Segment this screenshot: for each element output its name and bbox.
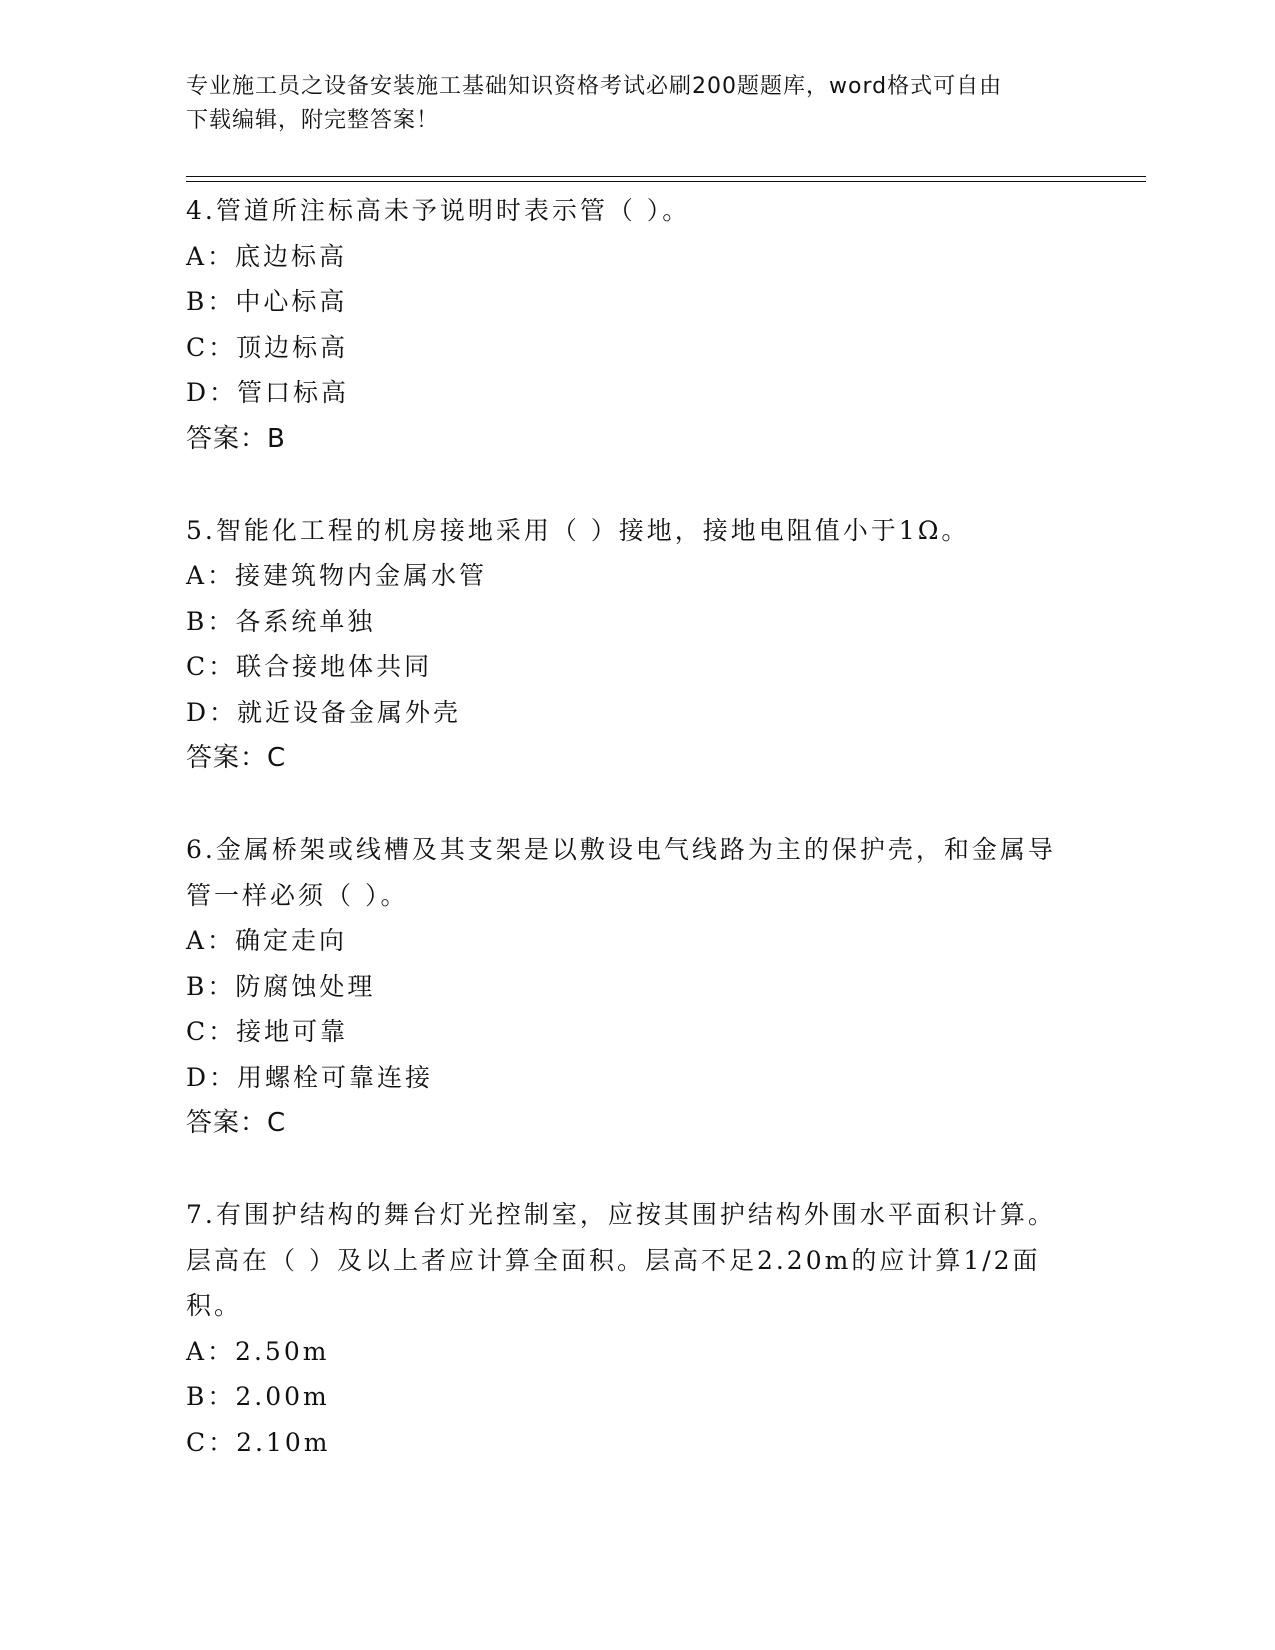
answer-line: 答案：C: [186, 1108, 287, 1138]
option-b: B：中心标高: [186, 287, 348, 316]
document-header: [186, 70, 1066, 138]
option-a: A：接建筑物内金属水管: [186, 561, 488, 590]
question-block: [186, 1192, 1086, 1465]
option-c: C：2.10m: [186, 1427, 331, 1457]
question-block: [186, 188, 1086, 462]
option-b: B：各系统单独: [186, 606, 376, 636]
option-a: A：确定走向: [186, 926, 348, 955]
question-text: 4.管道所注标高未予说明时表示管（ ）。: [186, 196, 691, 225]
option-c: C：接地可靠: [186, 1017, 349, 1046]
option-d: D：管口标高: [186, 378, 350, 407]
header-rule-top: [186, 176, 1146, 177]
option-a: A：底边标高: [186, 241, 348, 271]
option-b: B：2.00m: [186, 1382, 330, 1411]
question-block: [186, 508, 1086, 782]
option-d: D：就近设备金属外壳: [186, 697, 462, 727]
option-c: C：顶边标高: [186, 332, 349, 362]
option-d: D：用螺栓可靠连接: [186, 1062, 434, 1092]
question-block: [186, 827, 1086, 1146]
header-line-1: 专业施工员之设备安装施工基础知识资格考试必刷200题题库，word格式可自由: [186, 74, 1003, 99]
question-list: [186, 188, 1086, 1511]
header-rule-bottom: [186, 181, 1146, 182]
option-a: A：2.50m: [186, 1336, 330, 1366]
answer-line: 答案：B: [186, 423, 286, 454]
option-c: C：联合接地体共同: [186, 652, 433, 681]
answer-line: 答案：C: [186, 743, 287, 773]
question-text: 5.智能化工程的机房接地采用（ ）接地，接地电阻值小于1Ω。: [186, 515, 970, 545]
question-text: 7.有围护结构的舞台灯光控制室，应按其围护结构外围水平面积计算。层高在（ ）及以上者应计算全面积。层高不足2.20m的应计算1/2面积。: [186, 1200, 1056, 1320]
question-text: 6.金属桥架或线槽及其支架是以敷设电气线路为主的保护壳，和金属导管一样必须（ ）。: [186, 835, 1056, 910]
option-b: B：防腐蚀处理: [186, 971, 376, 1001]
header-line-2: 下载编辑，附完整答案！: [186, 108, 440, 133]
